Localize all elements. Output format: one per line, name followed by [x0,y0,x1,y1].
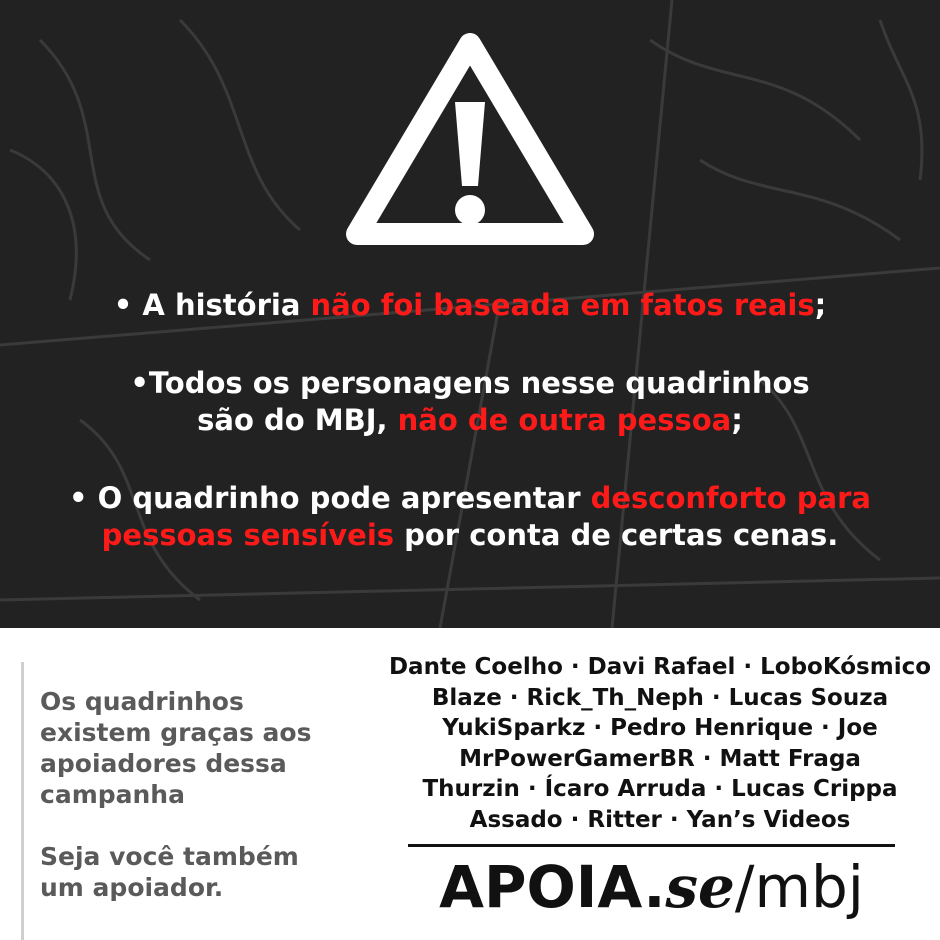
notice-3-lead: • O quadrinho pode apresentar [69,481,591,515]
brand-part-2: se [665,853,735,921]
brand-part-1: APOIA. [439,853,666,921]
supporters-line: MrPowerGamerBR · Matt Fraga [459,745,861,772]
notice-2-lead: são do MBJ, [197,403,398,437]
supporters-line: Dante Coelho · Davi Rafael · LoboKósmico [388,654,932,680]
brand-part-3: /mbj [734,853,864,921]
campaign-text [40,686,350,903]
brand-divider [408,844,895,847]
warning-triangle-icon [343,28,597,252]
notice-2-tail: ; [731,403,743,437]
notice-item-3 [20,480,920,554]
notice-item-1 [20,287,920,324]
notice-1-tail: ; [814,288,827,322]
notice-2-highlight: não de outra pessoa [397,403,732,437]
supporters-line: Thurzin · Ícaro Arruda · Lucas Crippa [422,776,898,802]
side-divider [21,662,24,940]
notice-2-line1: •Todos os personagens nesse quadrinhos [130,366,810,400]
supporters-line: Assado · Ritter · Yan’s Videos [469,806,851,833]
notice-3-highlight-2: pessoas sensíveis [101,518,395,552]
campaign-thanks: Os quadrinhos existem graças aos apoiadores dessa campanha [40,687,312,809]
notice-item-2 [20,365,920,439]
notice-3-tail: por conta de certas cenas. [394,518,839,552]
apoia-link[interactable] [408,852,895,922]
notice-1-lead: • A história [113,288,311,322]
notice-3-highlight-1: desconforto para [590,481,871,515]
campaign-call-to-action: Seja você também um apoiador. [40,842,299,902]
supporters-panel [0,628,940,940]
supporters-line: YukiSparkz · Pedro Henrique · Joe [442,715,878,741]
notice-1-highlight: não foi baseada em fatos reais [310,288,815,322]
supporters-list [380,652,940,835]
supporters-line: Blaze · Rick_Th_Neph · Lucas Souza [431,684,889,711]
